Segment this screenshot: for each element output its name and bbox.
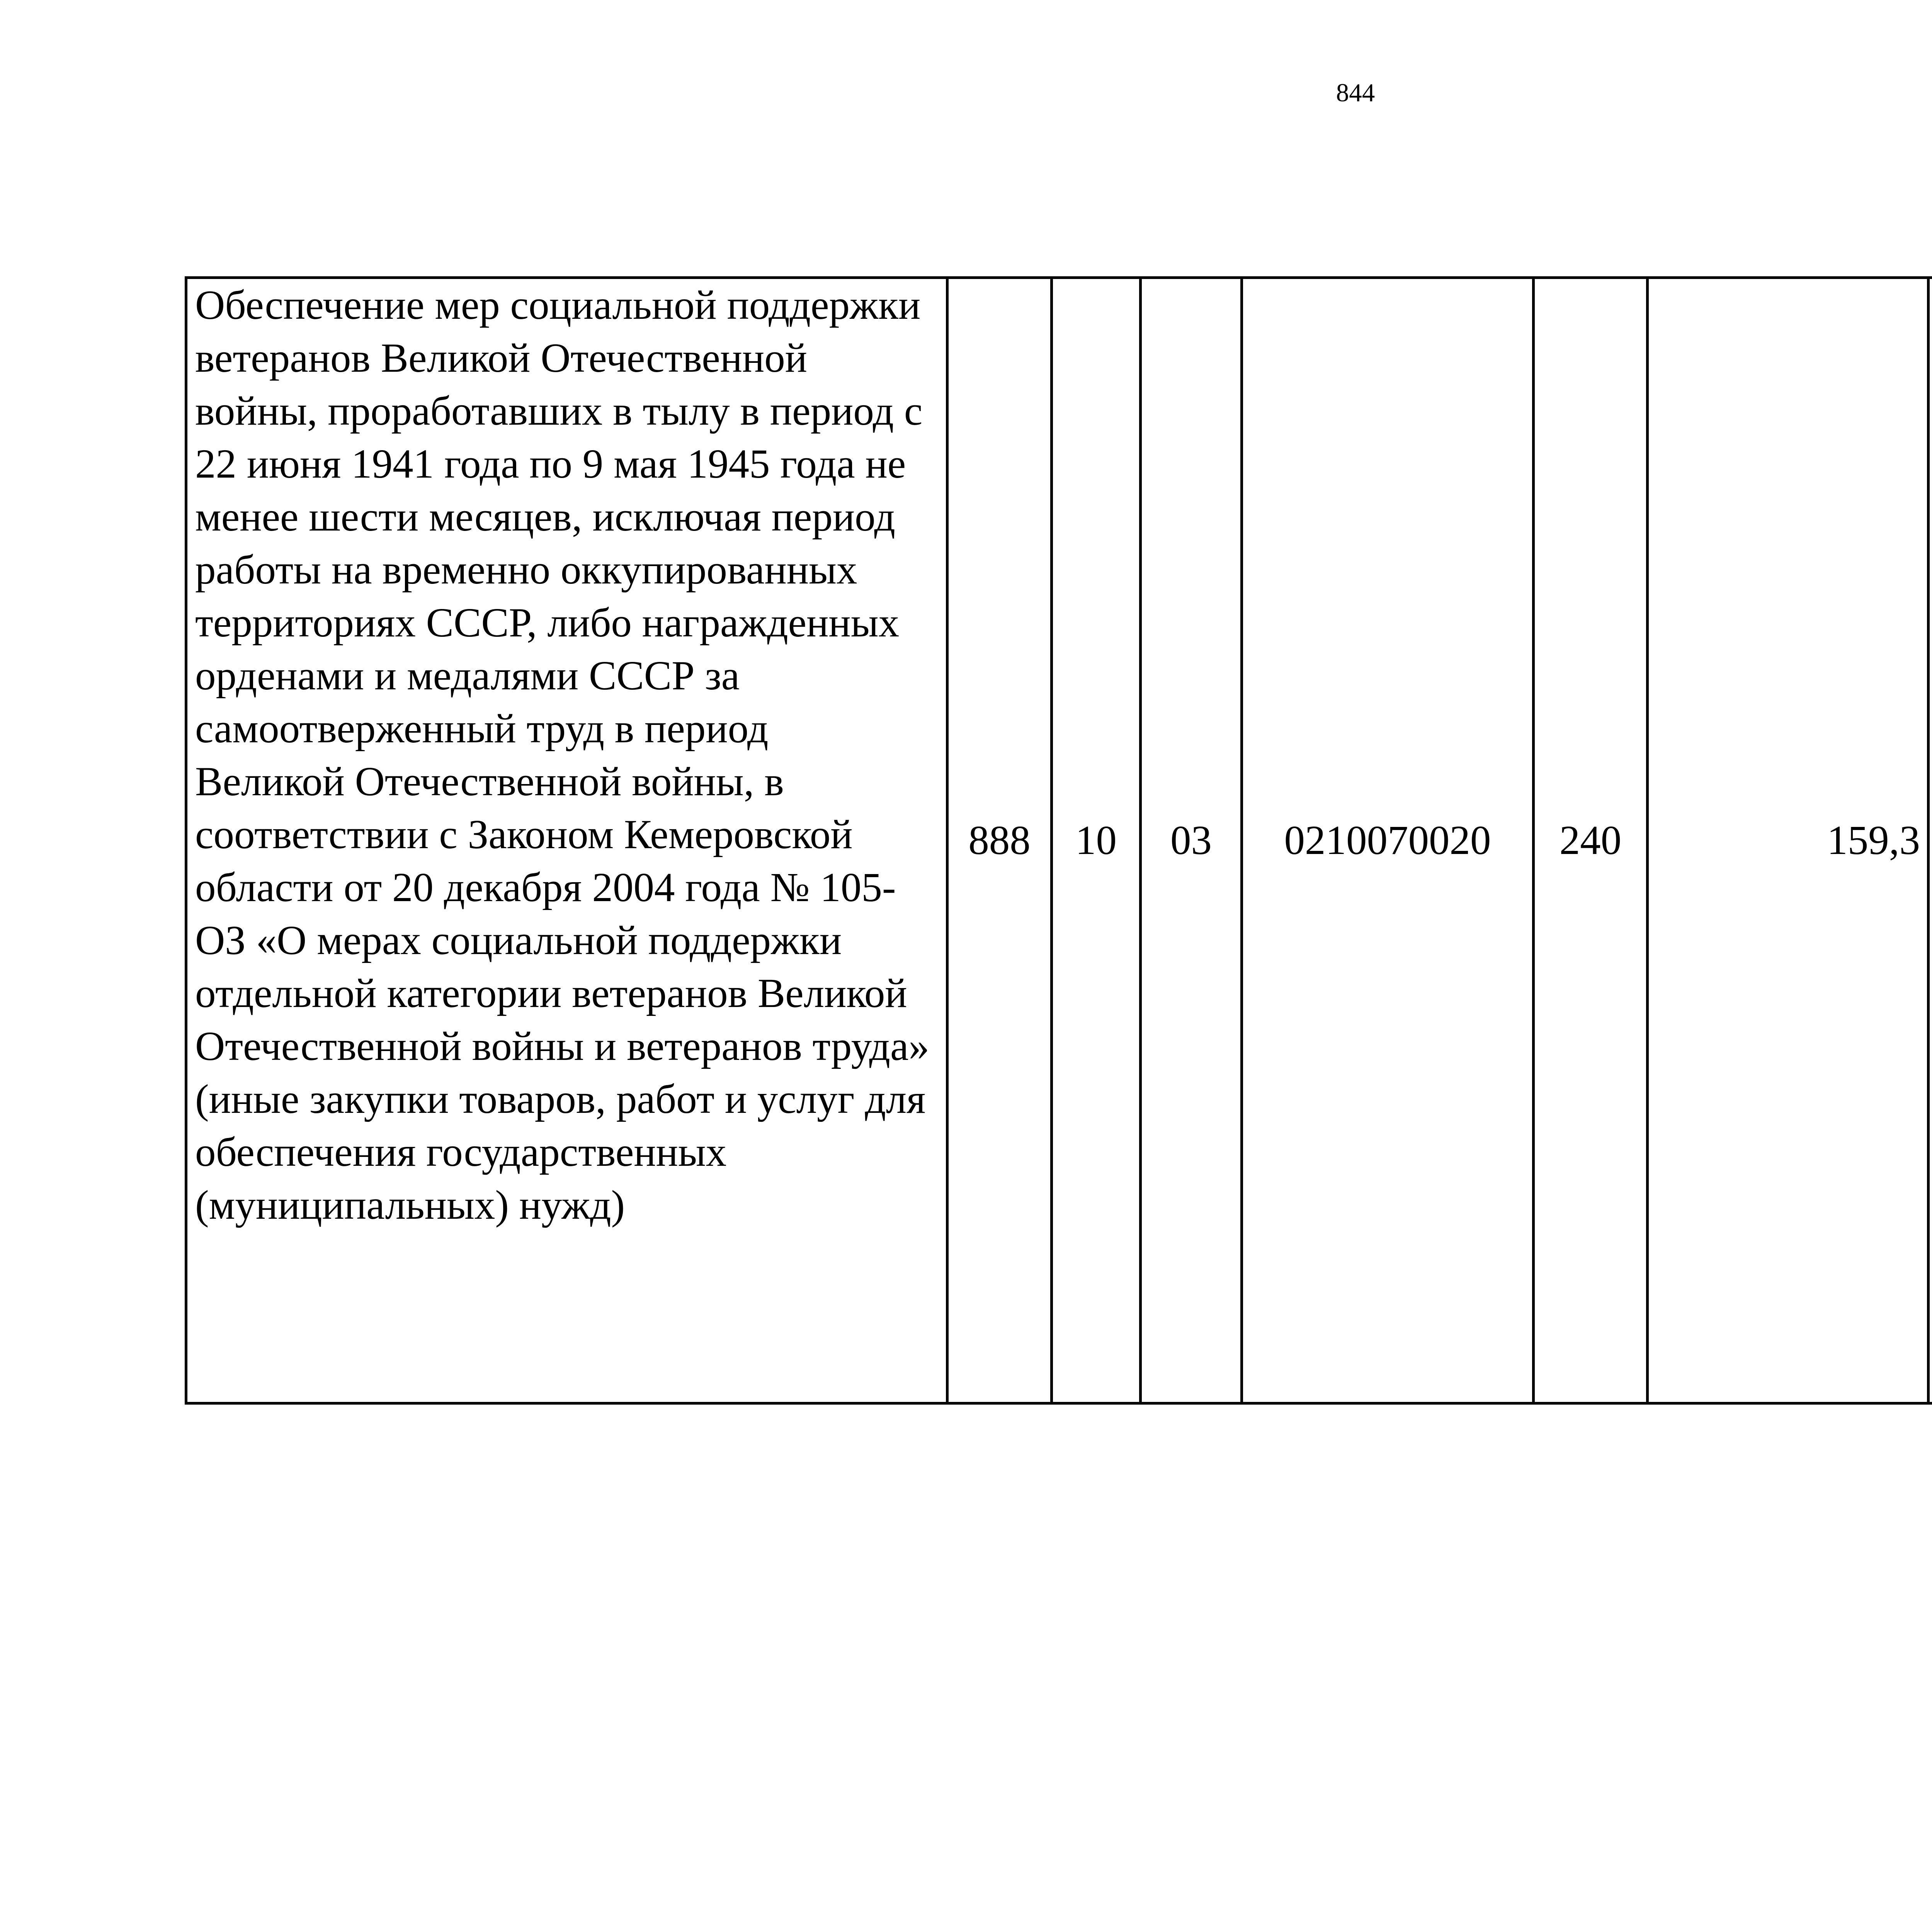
page-number: 844 <box>1336 78 1375 107</box>
description-line: 22 июня 1941 года по 9 мая 1945 года не <box>195 441 906 487</box>
description-line: соответствии с Законом Кемеровской <box>195 812 853 857</box>
description-line: обеспечения государственных <box>195 1129 727 1175</box>
amount-1-cell: 159,3 <box>1648 278 1929 1403</box>
description-line: (иные закупки товаров, работ и услуг для <box>195 1077 926 1122</box>
description-line: работы на временно оккупированных <box>195 547 857 593</box>
description-line: войны, проработавших в тылу в период с <box>195 388 923 434</box>
description-line: менее шести месяцев, исключая период <box>195 494 895 540</box>
amount-2-cell <box>1929 278 1932 1403</box>
description-line: области от 20 декабря 2004 года № 105- <box>195 865 896 910</box>
description-line: самоотверженный труд в период <box>195 706 769 752</box>
description-line: Отечественной войны и ветеранов труда» <box>195 1024 929 1069</box>
budget-table <box>185 276 1932 1405</box>
description-line: орденами и медалями СССР за <box>195 653 740 699</box>
target-article-cell: 0210070020 <box>1242 278 1534 1403</box>
description-line: ОЗ «О мерах социальной поддержки <box>195 918 842 963</box>
description-line: (муниципальных) нужд) <box>195 1182 625 1228</box>
expense-type-cell: 240 <box>1534 278 1648 1403</box>
row-description <box>186 278 947 1403</box>
section-cell: 10 <box>1052 278 1141 1403</box>
ministry-code-cell: 888 <box>947 278 1052 1403</box>
description-line: отдельной категории ветеранов Великой <box>195 971 907 1016</box>
table-row <box>186 278 1932 1403</box>
subsection-cell: 03 <box>1141 278 1242 1403</box>
description-line: территориях СССР, либо награжденных <box>195 600 900 646</box>
description-line: Великой Отечественной войны, в <box>195 759 784 805</box>
description-line: Обеспечение мер социальной поддержки <box>195 282 921 328</box>
description-line: ветеранов Великой Отечественной <box>195 335 807 381</box>
